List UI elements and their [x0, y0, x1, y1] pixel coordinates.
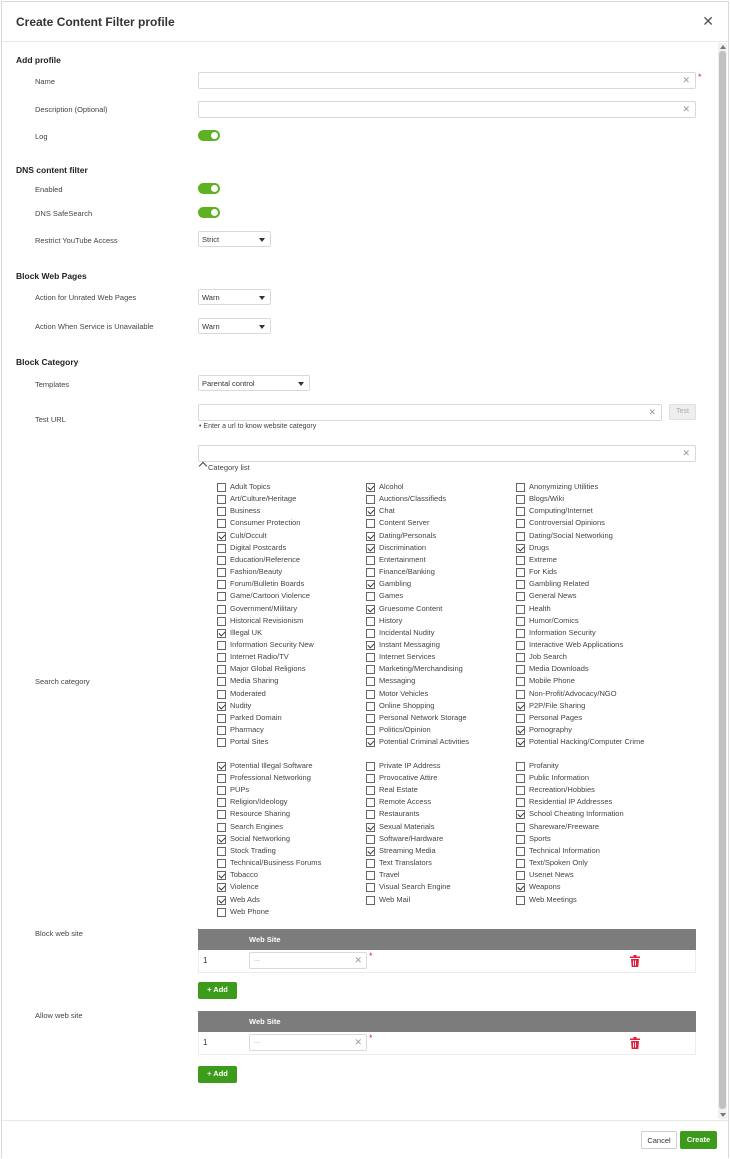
category-label: Cult/Occult	[230, 530, 267, 540]
category-label: Web Mail	[379, 894, 411, 904]
category-checkbox[interactable]	[217, 556, 226, 565]
category-checkbox[interactable]	[516, 641, 525, 650]
category-label: Chat	[379, 506, 395, 516]
category-checkbox[interactable]	[516, 617, 525, 626]
category-checkbox[interactable]	[217, 810, 226, 819]
unavailable-label: Action When Service is Unavailable	[35, 322, 154, 331]
category-label: Blogs/Wiki	[529, 494, 565, 504]
category-checkbox[interactable]	[366, 653, 375, 662]
dialog-footer	[2, 1120, 728, 1159]
category-checkbox[interactable]	[217, 908, 226, 917]
category-label: Education/Reference	[230, 554, 301, 564]
category-label: Content Server	[379, 518, 430, 528]
category-label: P2P/File Sharing	[529, 700, 586, 710]
category-label: Mobile Phone	[529, 676, 575, 686]
web-site-column: Web Site	[249, 935, 281, 944]
category-checkbox[interactable]	[366, 847, 375, 856]
unavailable-value: Warn	[202, 322, 220, 331]
unrated-value: Warn	[202, 293, 220, 302]
category-label: Messaging	[379, 676, 416, 686]
category-label: Streaming Media	[379, 845, 436, 855]
clear-icon[interactable]: ✕	[682, 448, 690, 458]
category-label: Pharmacy	[230, 725, 264, 734]
category-checkbox[interactable]	[366, 714, 375, 723]
category-label: Personal Pages	[529, 712, 582, 722]
category-label: Tobacco	[230, 870, 258, 880]
category-label: Computing/Internet	[529, 506, 593, 516]
chevron-up-icon[interactable]	[199, 462, 207, 470]
create-button[interactable]: Create	[680, 1131, 717, 1149]
category-checkbox[interactable]	[217, 798, 226, 807]
category-label: Marketing/Merchandising	[379, 664, 463, 674]
category-label: Forum/Bulletin Boards	[230, 579, 305, 589]
allow-site-placeholder: ...	[254, 1038, 260, 1045]
clear-icon[interactable]: ✕	[682, 104, 690, 114]
category-label: Information Security New	[230, 639, 314, 649]
category-label: Recreation/Hobbies	[529, 785, 595, 795]
category-label: Game/Cartoon Violence	[230, 591, 310, 601]
category-checkbox[interactable]	[366, 568, 375, 577]
category-label: Incidental Nudity	[379, 627, 435, 637]
category-checkbox[interactable]	[366, 871, 375, 880]
category-checkbox[interactable]	[217, 495, 226, 504]
category-label: Pornography	[529, 725, 572, 734]
name-input[interactable]	[198, 72, 696, 89]
dns-enabled-toggle[interactable]	[198, 183, 220, 194]
category-label: Art/Culture/Heritage	[230, 494, 297, 504]
category-checkbox[interactable]	[217, 532, 226, 541]
category-label: Web Phone	[230, 906, 270, 916]
unavailable-select[interactable]	[198, 318, 271, 334]
test-button[interactable]: Test	[669, 404, 696, 420]
category-label: Violence	[230, 882, 259, 892]
category-label: Discrimination	[379, 542, 427, 552]
category-checkbox[interactable]	[217, 483, 226, 492]
category-checkbox[interactable]	[366, 495, 375, 504]
web-site-column: Web Site	[249, 1017, 281, 1026]
description-label: Description (Optional)	[35, 105, 108, 114]
unrated-select[interactable]	[198, 289, 271, 305]
category-checkbox[interactable]	[217, 847, 226, 856]
dns-enabled-label: Enabled	[35, 185, 63, 194]
category-label: Non-Profit/Advocacy/NGO	[529, 688, 617, 698]
category-checkbox[interactable]	[366, 519, 375, 528]
category-label: Technical/Business Forums	[230, 858, 322, 867]
category-checkbox[interactable]	[217, 738, 226, 747]
category-checkbox[interactable]	[366, 810, 375, 819]
category-label: Finance/Banking	[379, 567, 435, 576]
category-checkbox[interactable]	[516, 483, 525, 492]
templates-label: Templates	[35, 380, 70, 389]
category-label: Stock Trading	[230, 845, 276, 855]
category-checkbox[interactable]	[516, 519, 525, 528]
youtube-value: Strict	[202, 235, 220, 244]
category-checkbox[interactable]	[217, 883, 226, 892]
category-checkbox[interactable]	[366, 726, 375, 735]
category-label: General News	[529, 591, 577, 601]
category-label: Internet Services	[379, 652, 436, 662]
category-checkbox[interactable]	[516, 859, 525, 868]
block-web-site-label: Block web site	[35, 929, 83, 938]
category-checkbox[interactable]	[366, 690, 375, 699]
category-checkbox[interactable]	[516, 532, 525, 541]
category-label: Search Engines	[230, 821, 283, 831]
chevron-down-icon	[259, 238, 265, 242]
chevron-down-icon	[259, 325, 265, 329]
category-label: Software/Hardware	[379, 833, 444, 843]
category-checkbox[interactable]	[217, 690, 226, 699]
templates-value: Parental control	[202, 379, 255, 388]
table-row	[198, 1032, 696, 1055]
category-checkbox[interactable]	[366, 738, 375, 747]
log-label: Log	[35, 132, 48, 141]
category-label: Shareware/Freeware	[529, 821, 600, 831]
block-site-table-header	[198, 929, 696, 950]
category-checkbox[interactable]	[366, 798, 375, 807]
category-checkbox[interactable]	[366, 617, 375, 626]
category-label: Sexual Materials	[379, 821, 435, 831]
name-label: Name	[35, 77, 56, 86]
category-checkbox[interactable]	[217, 617, 226, 626]
category-checkbox[interactable]	[366, 677, 375, 686]
category-checkbox[interactable]	[516, 847, 525, 856]
category-label: Online Shopping	[379, 700, 435, 710]
category-label: Health	[529, 603, 551, 613]
category-label: Real Estate	[379, 785, 418, 795]
category-label: Adult Topics	[230, 482, 271, 491]
category-label: Web Meetings	[529, 894, 577, 904]
required-marker: *	[698, 72, 702, 82]
category-checkbox[interactable]	[217, 823, 226, 832]
category-label: Provocative Attire	[379, 773, 438, 782]
close-icon[interactable]: ✕	[702, 13, 714, 29]
category-checkbox[interactable]	[217, 665, 226, 674]
search-category-label: Search category	[35, 677, 90, 686]
trash-icon[interactable]	[630, 1037, 640, 1049]
category-checkbox[interactable]	[516, 665, 525, 674]
category-checkbox[interactable]	[366, 883, 375, 892]
category-label: Instant Messaging	[379, 639, 440, 649]
category-label: Gambling Related	[529, 579, 590, 589]
category-checkbox[interactable]	[516, 714, 525, 723]
category-checkbox[interactable]	[516, 738, 525, 747]
table-row	[198, 950, 696, 973]
category-search-input[interactable]	[198, 445, 696, 462]
category-label: Religion/Ideology	[230, 797, 288, 807]
chevron-down-icon	[298, 382, 304, 386]
category-label: Anonymizing Utilities	[529, 482, 599, 491]
category-label: Gruesome Content	[379, 603, 443, 613]
category-checkbox[interactable]	[217, 896, 226, 905]
block-site-placeholder: ...	[254, 956, 260, 963]
category-checkbox[interactable]	[516, 702, 525, 711]
scrollbar[interactable]	[718, 43, 727, 1119]
category-label: Resource Sharing	[230, 809, 291, 819]
scrollbar-thumb[interactable]	[719, 51, 726, 1109]
category-label: Business	[230, 506, 261, 516]
category-checkbox[interactable]	[516, 823, 525, 832]
scroll-up-icon[interactable]	[720, 45, 726, 49]
category-checkbox[interactable]	[217, 507, 226, 516]
category-label: PUPs	[230, 785, 250, 795]
category-label: Travel	[379, 870, 400, 880]
category-checkbox[interactable]	[516, 568, 525, 577]
category-label: Nudity	[230, 700, 252, 710]
category-label: Dating/Social Networking	[529, 530, 613, 540]
required-marker: *	[369, 1033, 373, 1043]
category-checkbox[interactable]	[516, 507, 525, 516]
category-checkbox[interactable]	[366, 532, 375, 541]
category-label: Remote Access	[379, 797, 432, 807]
create-content-filter-dialog	[1, 1, 729, 1158]
category-label: Gambling	[379, 579, 412, 589]
add-label: Add	[213, 1069, 228, 1078]
category-checkbox[interactable]	[516, 835, 525, 844]
category-label: Usenet News	[529, 870, 574, 880]
category-checkbox[interactable]	[516, 677, 525, 686]
category-label: Restaurants	[379, 809, 420, 819]
clear-icon[interactable]: ✕	[354, 1037, 362, 1047]
category-checkbox[interactable]	[366, 605, 375, 614]
category-checkbox[interactable]	[366, 896, 375, 905]
category-checkbox[interactable]	[217, 605, 226, 614]
category-checkbox[interactable]	[516, 786, 525, 795]
category-checkbox[interactable]	[217, 580, 226, 589]
category-label: Alcohol	[379, 482, 404, 491]
dns-safesearch-toggle[interactable]	[198, 207, 220, 218]
category-label: Major Global Religions	[230, 664, 306, 674]
category-label: Private IP Address	[379, 760, 441, 770]
category-label: Profanity	[529, 760, 559, 770]
scroll-down-icon[interactable]	[720, 1113, 726, 1117]
category-checkbox[interactable]	[516, 774, 525, 783]
category-checkbox[interactable]	[366, 665, 375, 674]
category-label: School Cheating Information	[529, 809, 624, 819]
category-checkbox[interactable]	[516, 726, 525, 735]
category-checkbox[interactable]	[366, 774, 375, 783]
row-number: 1	[203, 1038, 208, 1047]
category-label: Technical Information	[529, 845, 600, 855]
allow-site-table-header	[198, 1011, 696, 1032]
category-checkbox[interactable]	[217, 519, 226, 528]
section-block-web-pages: Block Web Pages	[16, 271, 87, 281]
category-label: Professional Networking	[230, 773, 311, 782]
description-input[interactable]	[198, 101, 696, 118]
category-checkbox[interactable]	[217, 774, 226, 783]
category-checkbox[interactable]	[217, 568, 226, 577]
category-label: Text/Spoken Only	[529, 858, 588, 867]
category-checkbox[interactable]	[217, 871, 226, 880]
test-url-label: Test URL	[35, 415, 66, 424]
clear-icon[interactable]: ✕	[648, 407, 656, 417]
clear-icon[interactable]: ✕	[354, 955, 362, 965]
youtube-label: Restrict YouTube Access	[35, 236, 118, 245]
unrated-label: Action for Unrated Web Pages	[35, 293, 137, 302]
add-label: Add	[213, 985, 228, 994]
category-label: Illegal UK	[230, 627, 263, 637]
category-checkbox[interactable]	[366, 859, 375, 868]
category-checkbox[interactable]	[366, 702, 375, 711]
category-checkbox[interactable]	[217, 592, 226, 601]
category-label: Interactive Web Applications	[529, 639, 624, 649]
category-checkbox[interactable]	[516, 544, 525, 553]
category-label: For Kids	[529, 567, 557, 576]
category-label: Public Information	[529, 773, 590, 782]
category-label: Extreme	[529, 554, 557, 564]
category-label: Personal Network Storage	[379, 712, 467, 722]
chevron-down-icon	[259, 296, 265, 300]
allow-site-input[interactable]	[249, 1034, 367, 1051]
category-checkbox[interactable]	[516, 798, 525, 807]
category-label: Parked Domain	[230, 712, 282, 722]
category-checkbox[interactable]	[366, 823, 375, 832]
required-marker: *	[369, 951, 373, 961]
category-checkbox[interactable]	[516, 810, 525, 819]
category-checkbox[interactable]	[366, 544, 375, 553]
category-label: Politics/Opinion	[379, 725, 431, 734]
category-checkbox[interactable]	[217, 859, 226, 868]
category-label: Humor/Comics	[529, 615, 579, 625]
category-checkbox[interactable]	[217, 702, 226, 711]
category-label: Games	[379, 591, 404, 601]
category-checkbox[interactable]	[217, 629, 226, 638]
category-checkbox[interactable]	[217, 641, 226, 650]
category-label: Consumer Protection	[230, 518, 301, 528]
allow-site-add-button[interactable]: + Add	[198, 1066, 237, 1083]
category-checkbox[interactable]	[366, 483, 375, 492]
category-label: Visual Search Engine	[379, 882, 451, 892]
category-checkbox[interactable]	[516, 556, 525, 565]
category-checkbox[interactable]	[516, 605, 525, 614]
category-checkbox[interactable]	[516, 690, 525, 699]
category-checkbox[interactable]	[516, 592, 525, 601]
category-checkbox[interactable]	[366, 835, 375, 844]
category-label: Potential Illegal Software	[230, 760, 313, 770]
category-label: Moderated	[230, 688, 266, 698]
dialog-header	[2, 2, 728, 42]
category-label: Drugs	[529, 542, 550, 552]
category-checkbox[interactable]	[217, 726, 226, 735]
category-checkbox[interactable]	[516, 896, 525, 905]
test-url-hint: • Enter a url to know website category	[199, 423, 317, 430]
section-add-profile: Add profile	[16, 55, 61, 65]
category-label: Sports	[529, 833, 551, 843]
category-label: Fashion/Beauty	[230, 567, 283, 576]
category-checkbox[interactable]	[217, 653, 226, 662]
category-checkbox[interactable]	[366, 556, 375, 565]
category-label: Weapons	[529, 882, 561, 892]
category-label: Information Security	[529, 627, 596, 637]
category-label: Historical Revisionism	[230, 615, 304, 625]
category-label: Government/Military	[230, 603, 298, 613]
category-label: Controversial Opinions	[529, 518, 605, 528]
category-label: Potential Hacking/Computer Crime	[529, 737, 645, 747]
category-label: Dating/Personals	[379, 530, 437, 540]
trash-icon[interactable]	[630, 955, 640, 967]
category-checkbox[interactable]	[516, 495, 525, 504]
category-checkbox[interactable]	[366, 592, 375, 601]
category-checkbox[interactable]	[366, 762, 375, 771]
category-list-toggle[interactable]: Category list	[208, 463, 250, 472]
category-checkbox[interactable]	[366, 629, 375, 638]
block-site-add-button[interactable]: + Add	[198, 982, 237, 999]
dns-safesearch-label: DNS SafeSearch	[35, 209, 93, 218]
section-block-category: Block Category	[16, 357, 79, 367]
category-label: Portal Sites	[230, 737, 269, 747]
category-checkbox[interactable]	[516, 580, 525, 589]
category-checkbox[interactable]	[516, 871, 525, 880]
clear-icon[interactable]: ✕	[682, 75, 690, 85]
category-checkbox[interactable]	[516, 762, 525, 771]
log-toggle[interactable]	[198, 130, 220, 141]
category-checkbox[interactable]	[217, 677, 226, 686]
category-label: Motor Vehicles	[379, 688, 429, 698]
category-label: Media Sharing	[230, 676, 279, 686]
test-url-input[interactable]	[198, 404, 662, 421]
dialog-title: Create Content Filter profile	[16, 15, 175, 29]
category-label: Text Translators	[379, 858, 432, 867]
category-checkbox[interactable]	[217, 835, 226, 844]
category-label: Media Downloads	[529, 664, 589, 674]
category-checkbox[interactable]	[217, 762, 226, 771]
category-checkbox[interactable]	[516, 883, 525, 892]
block-site-input[interactable]	[249, 952, 367, 969]
category-label: Job Search	[529, 652, 567, 662]
category-checkbox[interactable]	[516, 653, 525, 662]
category-label: Entertainment	[379, 554, 426, 564]
cancel-button[interactable]: Cancel	[641, 1131, 677, 1149]
category-label: Web Ads	[230, 894, 260, 904]
category-label: Social Networking	[230, 833, 291, 843]
category-checkbox[interactable]	[366, 507, 375, 516]
category-checkbox[interactable]	[366, 641, 375, 650]
category-label: Potential Criminal Activities	[379, 737, 470, 747]
category-checkbox[interactable]	[366, 786, 375, 795]
row-number: 1	[203, 956, 208, 965]
templates-select[interactable]	[198, 375, 310, 391]
category-checkbox[interactable]	[366, 580, 375, 589]
category-checkbox[interactable]	[217, 714, 226, 723]
category-label: Internet Radio/TV	[230, 652, 289, 662]
allow-web-site-label: Allow web site	[35, 1011, 83, 1020]
category-label: Residential IP Addresses	[529, 797, 613, 807]
category-label: History	[379, 615, 403, 625]
category-checkbox[interactable]	[217, 786, 226, 795]
category-checkbox[interactable]	[217, 544, 226, 553]
category-checkbox[interactable]	[516, 629, 525, 638]
category-label: Digital Postcards	[230, 542, 287, 552]
category-label: Auctions/Classifieds	[379, 494, 447, 504]
youtube-select[interactable]	[198, 231, 271, 247]
section-dns-content-filter: DNS content filter	[16, 165, 88, 175]
